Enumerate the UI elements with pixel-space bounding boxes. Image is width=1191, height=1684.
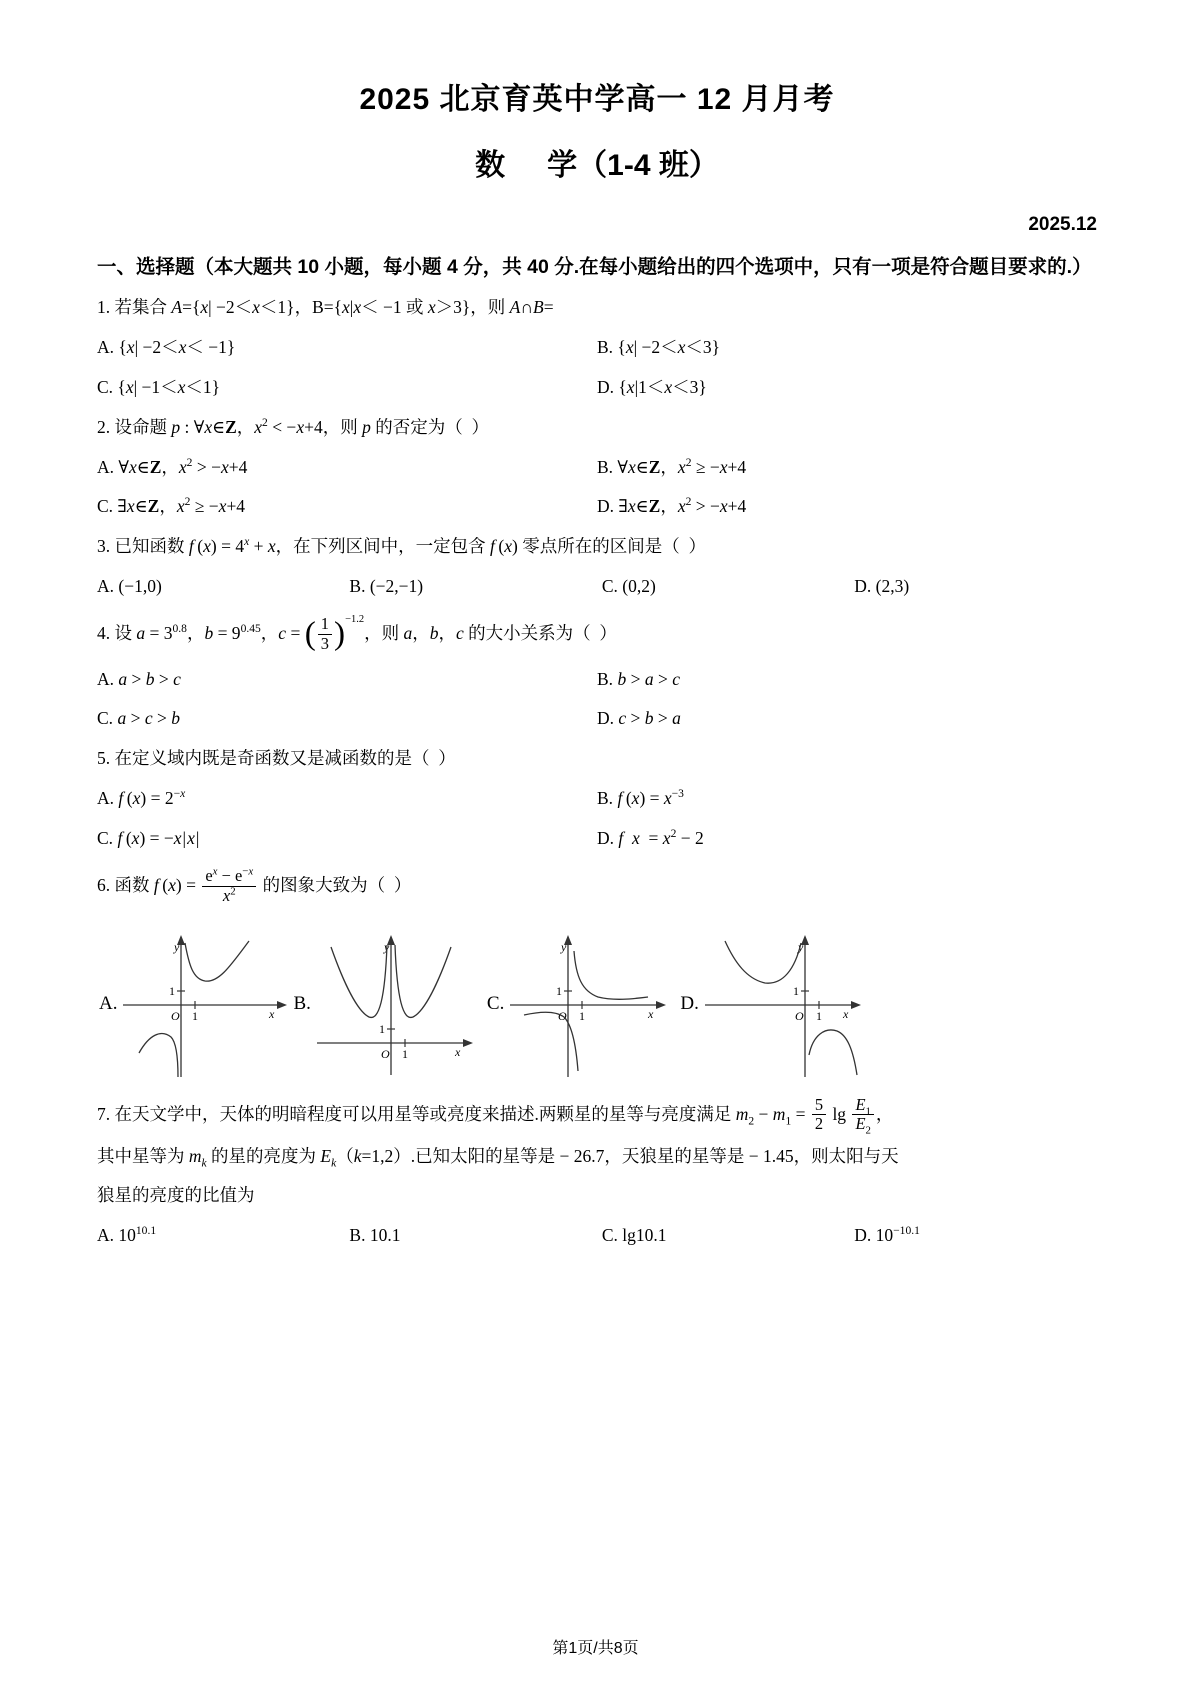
label-y1-c: 1 <box>556 983 563 998</box>
label-yaxis-a: y <box>174 939 180 954</box>
label-xaxis-d: x <box>842 1006 849 1021</box>
label-xaxis-b: x <box>454 1044 461 1059</box>
option-3c[interactable]: C. (0,2) <box>601 576 656 597</box>
option-3d[interactable]: D. (2,3) <box>854 576 910 597</box>
curve-a-upper <box>185 941 249 981</box>
question-7-stem-line3: 狼星的亮度的比值为 <box>97 1184 255 1205</box>
label-yaxis-c: y <box>561 939 567 954</box>
question-2-stem: 2. 设命题 p : ∀x∈Z，$x^2 < -x+4$，则 p 的否定为（ ） <box>97 416 489 437</box>
curve-d-lower <box>809 1030 857 1075</box>
curve-d-upper <box>725 941 801 983</box>
option-5c[interactable]: C. f (x) = −x|x| <box>97 828 200 849</box>
question-4-options <box>97 660 1097 740</box>
graph-a-svg <box>119 925 291 1083</box>
option-3b[interactable]: B. (−2,−1) <box>349 576 424 597</box>
label-x1-b: 1 <box>401 1046 408 1061</box>
subject-title <box>97 148 1097 184</box>
label-y1-b: 1 <box>378 1021 385 1036</box>
figure-label-b: B. <box>293 992 311 1014</box>
curve-c-upper <box>574 951 648 999</box>
section-heading: 一、选择题（本大题共 10 小题，每小题 4 分，共 40 分.在每小题给出的四个选项中，只有一项是符合题目要求的.） <box>97 256 1092 278</box>
question-7 <box>97 1092 1097 1257</box>
option-4d[interactable]: D. c > b > a <box>597 708 681 729</box>
question-2-options-row-1 <box>97 448 1097 488</box>
subject-class: 学（1-4 班） <box>547 149 719 182</box>
page-footer: 第1页/共8页 <box>552 1640 639 1657</box>
x-arrow-a <box>277 1001 287 1009</box>
subject-char: 数 <box>475 149 506 182</box>
label-xaxis-c: x <box>648 1006 654 1021</box>
question-5 <box>97 739 1097 859</box>
graph-c-svg <box>506 925 678 1083</box>
question-3-options-row <box>97 567 1097 607</box>
question-1 <box>97 288 1097 408</box>
option-7a[interactable]: A. $10^{10.1}$ <box>97 1225 157 1246</box>
figure-label-c: C. <box>486 992 505 1014</box>
x-arrow-b <box>463 1039 473 1047</box>
option-1c[interactable]: C. {x| −1＜x＜1} <box>97 376 221 397</box>
question-4-stem: 4. 设 $a = 3^{0.8}$，$b = 9^{0.45}$，c = ( $\frac{1}{3}$ )−1.2，则 a，b，c 的大小关系为（ ） <box>97 607 1097 660</box>
question-6-stem: 6. 函数 f (x) = $\frac{e^x - e^{-x}}{x^2}$ 的图象大致为（ ） <box>97 865 412 905</box>
fraction-E1-E2: $\frac{E_1}{E_2}$ <box>852 1096 873 1134</box>
question-1-options-row-2 <box>97 368 1097 408</box>
option-4a[interactable]: A. a > b > c <box>97 668 181 689</box>
label-origin-c: O <box>558 1008 568 1023</box>
question-3 <box>97 527 1097 607</box>
label-y1-a: 1 <box>169 983 176 998</box>
option-2b[interactable]: B. ∀x∈Z，$x^2 \ge -x+4$ <box>597 456 747 477</box>
question-6-figures <box>97 924 1097 1084</box>
label-x1-c: 1 <box>579 1008 586 1023</box>
question-7-stem-line1: 7. 在天文学中，天体的明暗程度可以用星等或亮度来描述.两颗星的星等与亮度满足 $m_2 - m_1$ = $\frac{5}{2}$ lg $\frac{E_1}{E_2}$ ， <box>97 1094 894 1137</box>
curve-b-right <box>395 945 451 1017</box>
exam-date: 2025.12 <box>1028 214 1097 235</box>
label-origin-b: O <box>380 1046 390 1061</box>
page-content <box>97 0 1097 1256</box>
graph-option-d[interactable] <box>701 925 873 1083</box>
question-2 <box>97 408 1097 528</box>
curve-b-left <box>331 945 387 1017</box>
figure-label-a: A. <box>99 992 118 1014</box>
label-xaxis-a: x <box>269 1006 275 1021</box>
graph-b-svg <box>313 925 485 1083</box>
fraction-one-third: $\frac{1}{3}$ <box>318 615 332 653</box>
question-4-options-row-2 <box>97 699 1097 739</box>
question-1-stem: 1. 若集合 A={x| −2＜x＜1}，B={x|x＜ −1 或 x＞3}，则 A∩B= <box>97 296 554 317</box>
option-4b[interactable]: B. b > a > c <box>597 668 680 689</box>
fraction-five-halves: $\frac{5}{2}$ <box>812 1096 826 1134</box>
option-2a[interactable]: A. ∀x∈Z，$x^2 > -x+4$ <box>97 456 248 477</box>
graph-d-svg <box>701 925 873 1083</box>
option-2d[interactable]: D. ∃x∈Z，$x^2 > -x+4$ <box>597 496 747 517</box>
label-yaxis-d: y <box>797 939 804 954</box>
page-title: 2025 北京育英中学高一 12 月月考 <box>359 83 835 116</box>
option-1b[interactable]: B. {x| −2＜x＜3} <box>597 336 721 357</box>
x-arrow-d <box>851 1001 861 1009</box>
graph-option-a[interactable] <box>119 925 291 1083</box>
option-1a[interactable]: A. {x| −2＜x＜ −1} <box>97 336 236 357</box>
option-7d[interactable]: D. $10^{-10.1}$ <box>854 1225 920 1246</box>
question-5-stem: 5. 在定义域内既是奇函数又是减函数的是（ ） <box>97 748 456 769</box>
graph-option-c[interactable] <box>506 925 678 1083</box>
option-7b[interactable]: B. 10.1 <box>349 1225 401 1246</box>
graph-option-b[interactable] <box>313 925 485 1083</box>
label-x1-d: 1 <box>815 1008 822 1023</box>
option-4c[interactable]: C. a > c > b <box>97 708 180 729</box>
option-5d[interactable]: D. f $x = x^2 - 2$ <box>597 828 704 849</box>
option-5a[interactable]: A. f $(x) = 2^{-x}$ <box>97 788 186 809</box>
question-5-options-row-1 <box>97 779 1097 819</box>
question-6 <box>97 859 1097 912</box>
label-origin-a: O <box>171 1008 181 1023</box>
question-2-options-row-2 <box>97 487 1097 527</box>
option-5b[interactable]: B. f $(x) = x^{-3}$ <box>597 788 684 809</box>
option-2c[interactable]: C. ∃x∈Z，$x^2 \ge -x+4$ <box>97 496 246 517</box>
label-origin-d: O <box>794 1008 804 1023</box>
option-1d[interactable]: D. {x|1＜x＜3} <box>597 376 707 397</box>
label-y1-d: 1 <box>792 983 799 998</box>
curve-a-lower <box>139 1033 178 1076</box>
question-4 <box>97 607 1097 660</box>
label-yaxis-b: y <box>383 939 390 954</box>
right-paren: ) <box>333 615 346 653</box>
question-3-stem: 3. 已知函数 f $(x) = 4^x + x$，在下列区间中，一定包含 f (x) 零点所在的区间是（ ） <box>97 536 706 557</box>
question-1-options-row-1 <box>97 328 1097 368</box>
question-4-options-row-1 <box>97 660 1097 700</box>
option-3a[interactable]: A. (−1,0) <box>97 576 162 597</box>
label-x1-a: 1 <box>192 1008 199 1023</box>
fraction-exp: $\frac{e^x - e^{-x}}{x^2}$ <box>202 867 256 905</box>
option-7c[interactable]: C. lg10.1 <box>601 1225 667 1246</box>
left-paren: ( <box>304 615 316 653</box>
question-7-stem-line2: 其中星等为 $m_k$ 的星的亮度为 $E_k(k=1,2)$.已知太阳的星等是 − 26.7，天狼星的星等是 − 1.45，则太阳与天 <box>97 1146 899 1170</box>
question-7-options-row <box>97 1214 1097 1256</box>
exponent: −1.2 <box>345 614 365 626</box>
curve-c-lower <box>524 1012 578 1071</box>
x-arrow-c <box>656 1001 666 1009</box>
figure-label-d: D. <box>680 992 699 1014</box>
question-5-options-row-2 <box>97 819 1097 859</box>
